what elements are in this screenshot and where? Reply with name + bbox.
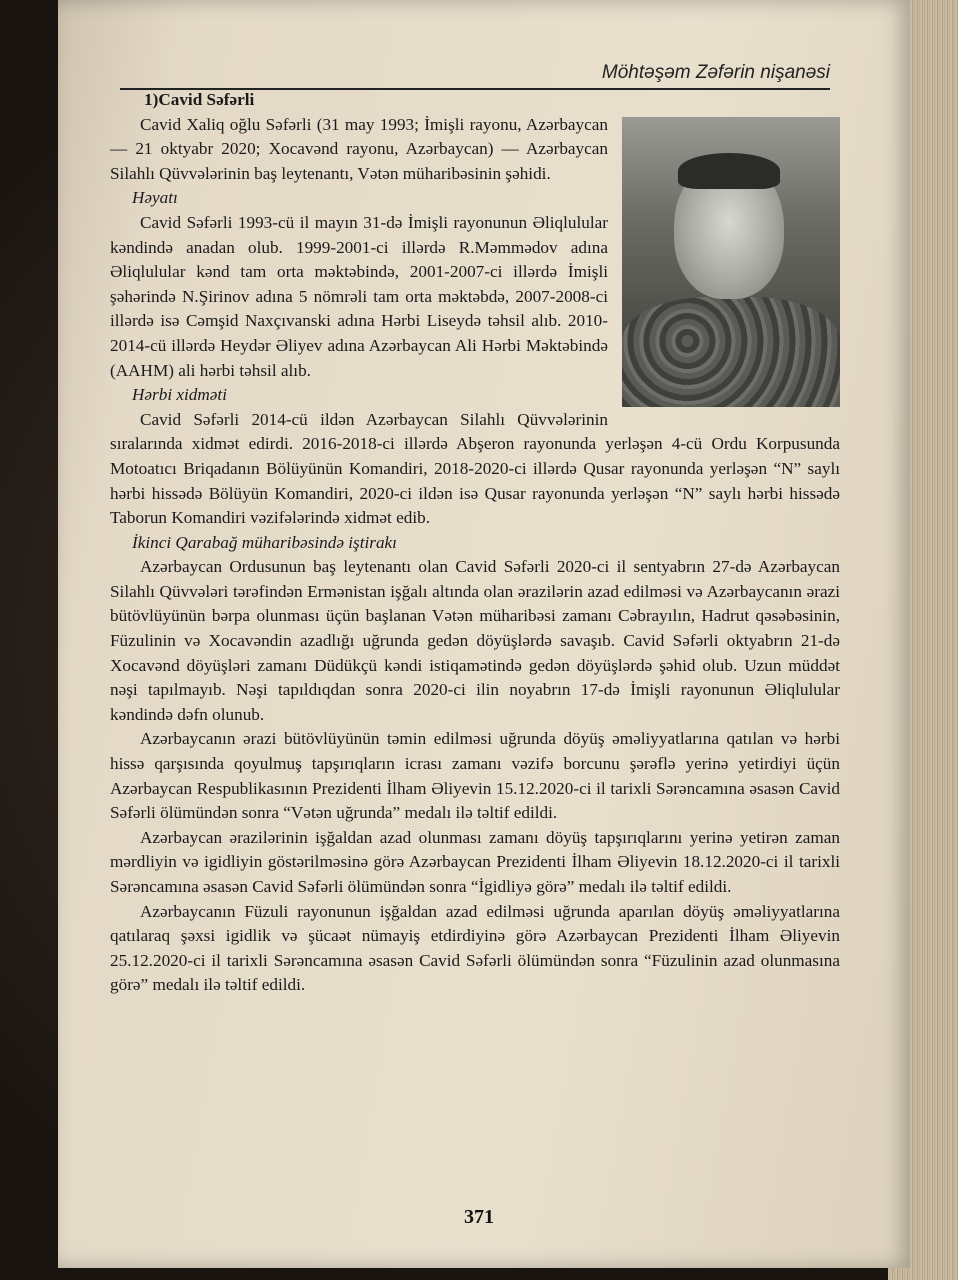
section-heading-service: Hərbi xidməti — [132, 385, 227, 405]
war-paragraph: Azərbaycan Ordusunun baş leytenantı olan Cavid Səfərli 2020-ci il sentyabrın 27-də Azərbaycan Silahlı Qüvvələri tərəfindən Ermənistan işğalı altında olan ərazilərin azad edilməsi və Azərbaycanın ərazi bütövlüyünün bərpa olunması üçün başlanan Vətən müharibəsi zamanı Cəbrayılın, Hadrut qəsəbəsinin, Füzulinin və Xocavəndin azadlığı uğrunda gedən döyüşlərdə savaşıb. Cavid Səfərli oktyabrın 21-də Xocavənd döyüşləri zamanı Düdükçü kəndi istiqamətində gedən döyüşlərdə şəhid olub. Uzun müddət nəşi tapılmayıb. Nəşi tapıldıqdan sonra 2020-ci ilin noyabrın 17-də İmişli rayonunun Əliqlulular kəndində dəfn olunub. — [110, 557, 840, 724]
page-number: 371 — [464, 1206, 494, 1228]
service-paragraph: Cavid Səfərli 2014-cü ildən Azərbaycan Silahlı Qüvvələrinin sıralarında xidmət edirdi. 2016-2018-ci illərdə Abşeron rayonunda yerləşən 4-cü Ordu Korpusunda Motoatıcı Briqadanın Bölüyünün Komandiri, 2018-2020-ci illərdə Qusar rayonunda yerləşən “N” saylı hərbi hissədə Bölüyün Komandiri, 2020-ci ildən isə Qusar rayonunda yerləşən “N” saylı hərbi hissədə Taborun Komandiri vəzifələrində xidmət edib. — [110, 409, 840, 528]
award-paragraph-2: Azərbaycan ərazilərinin işğaldan azad olunması zamanı döyüş tapşırıqlarını yerinə yetirən zaman mərdliyin və igidliyin göstərilməsinə görə Azərbaycan Prezidenti İlham Əliyevin 18.12.2020-ci il tarixli Sərəncamına əsasən Cavid Səfərli ölümündən sonra “İgidliyə görə” medalı ilə təltif edildi. — [110, 827, 840, 896]
running-header: Möhtəşəm Zəfərin nişanəsi — [120, 62, 830, 90]
award-paragraph-3: Azərbaycanın Füzuli rayonunun işğaldan azad edilməsi uğrunda aparılan döyüş əməliyyatlarına qatılaraq şəxsi igidlik və şücaət nümayiş etdirdiyinə görə Azərbaycan Prezidenti İlham Əliyevin 25.12.2020-ci il tarixli Sərəncamına əsasən Cavid Səfərli ölümündən sonra “Füzulinin azad olunmasına görə” medalı ilə təltif edildi. — [110, 901, 840, 995]
award-paragraph-1: Azərbaycanın ərazi bütövlüyünün təmin edilməsi uğrunda döyüş əməliyyatlarına qatılan və hərbi hissə qarşısında qoyulmuş tapşırıqların icrası zamanı vəzifə borcunu şərəflə yerinə yetirdiyi üçün Azərbaycan Respublikasının Prezidenti İlham Əliyevin 15.12.2020-ci il tarixli Sərəncamına əsasən Cavid Səfərli ölümündən sonra “Vətən uğrunda” medalı ilə təltif edildi. — [110, 729, 840, 823]
life-paragraph: Cavid Səfərli 1993-cü il mayın 31-də İmişli rayonunun Əliqlulular kəndində anadan olub. 1999-2001-ci illərdə R.Məmmədov adına Əliqlulular kənd tam orta məktəbində, 2001-2007-ci illərdə İmişli şəhərində N.Şirinov adına 5 nömrəli tam orta məktəbdə, 2007-2008-ci illərdə isə Cəmşid Naxçıvanski adına Hərbi Liseydə təhsil alıb. 2010-2014-cü illərdə Heydər Əliyev adına Azərbaycan Ali Hərbi Məktəbində (AAHM) ali hərbi təhsil alıb. — [110, 212, 608, 380]
page-content — [110, 88, 840, 998]
uniform-shape — [622, 297, 840, 407]
article-title: 1)Cavid Səfərli — [144, 90, 255, 109]
section-heading-war: İkinci Qarabağ müharibəsində iştirakı — [132, 532, 397, 552]
hair-shape — [678, 153, 780, 189]
section-heading-life: Həyatı — [132, 188, 178, 208]
intro-paragraph: Cavid Xaliq oğlu Səfərli (31 may 1993; İmişli rayonu, Azərbaycan — 21 oktyabr 2020; Xocavənd rayonu, Azərbaycan) — Azərbaycan Silahlı Qüvvələrinin baş leytenantı, Vətən müharibəsinin şəhidi. — [110, 114, 608, 183]
portrait-photo — [622, 117, 840, 407]
